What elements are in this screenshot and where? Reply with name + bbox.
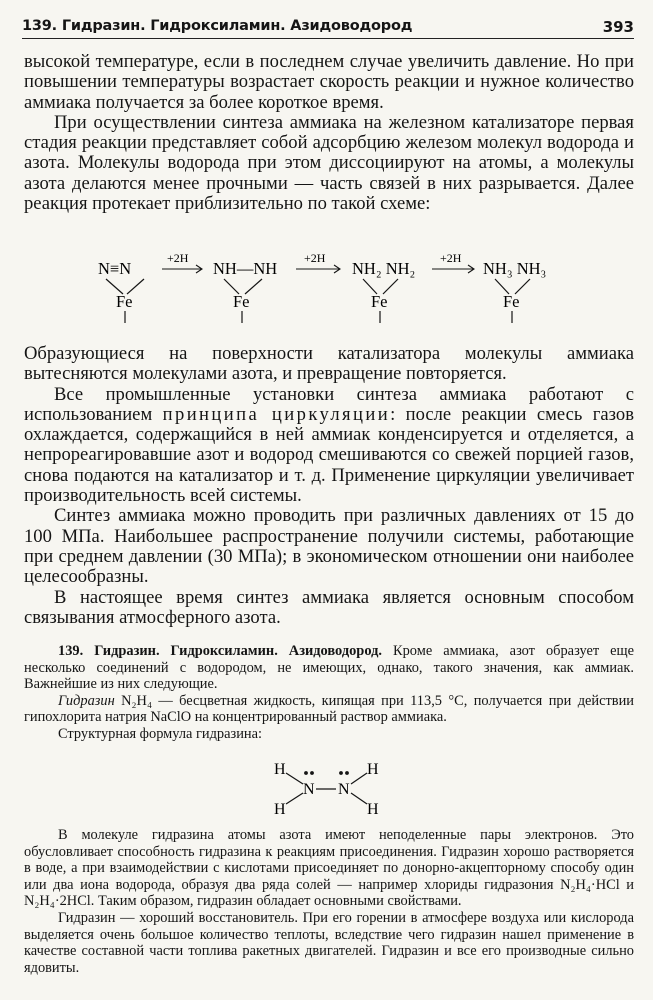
- circulation-term: принципа циркуляции: [162, 403, 391, 425]
- scheme-arrow-2: [296, 252, 340, 273]
- paragraph-reducer: Гидразин — хороший восстановитель. При его горении в атмосфере воздуха или кислорода выделяется очень большое количество теплоты, вследствие чего гидразин нашел применение в качестве составной части топлива ракетных двигателей. Гидразин и все его производные сильно ядовиты.: [24, 909, 634, 976]
- lone-pair-dot: [304, 771, 308, 775]
- atom-h: H: [367, 761, 379, 778]
- page-number: 393: [602, 18, 634, 36]
- section-intro-paragraph: [24, 643, 634, 693]
- bond-n-h: [286, 773, 303, 784]
- section-text-block: [24, 643, 634, 743]
- species-label: NH₃ NH₃: [483, 259, 547, 278]
- paragraph-lone-pairs: В молекуле гидразина атомы азота имеют неподеленные пары электронов. Это обусловливает способность гидразина к реакциям присоединения. Гидразин хорошо растворяется в воде, а при взаимодействии с кислотами присоединяет по донорно-акцепторному способу один или два иона водорода, образуя два ряда солей — например хлориды гидразония N₂H₄·HCl и N₂H₄·2HCl. Таким образом, гидразин обладает основными свойствами.: [24, 827, 634, 910]
- circulation-text-before: Все промышленные установки синтеза аммиака работают с использованием: [24, 383, 634, 425]
- metal-label: Fe: [116, 292, 133, 311]
- metal-label: Fe: [233, 292, 250, 311]
- species-label: NH₂ NH₂: [352, 259, 416, 278]
- metal-label: Fe: [503, 292, 520, 311]
- paragraph-pressure: Синтез аммиака можно проводить при различных давлениях от 15 до 100 МПа. Наибольшее распространение получили системы, работающие при среднем давлении (30 МПа); в экономическом отношении они наиболее целесообразны.: [24, 505, 634, 588]
- lone-pair-dot: [339, 771, 343, 775]
- running-header: [22, 16, 634, 39]
- section-heading: 139. Гидразин. Гидроксиламин. Азидоводород.: [58, 643, 382, 659]
- hydrazine-structural-formula: [266, 758, 386, 822]
- hydrazine-description: — бесцветная жидкость, кипящая при 113,5 °С, получается при действии гипохлорита натрия NaClO на концентрированный раствор аммиака.: [24, 692, 634, 726]
- section-intro: Кроме аммиака, азот образует еще несколько соединений с водородом, не имеющих, однако, такого значения, как аммиак. Важнейшие из них следующие.: [24, 643, 634, 693]
- reaction-scheme: [90, 252, 560, 324]
- bond-n-h: [286, 793, 303, 804]
- hydrazine-formula: N₂H₄: [121, 692, 152, 709]
- paragraph-circulation: [24, 385, 634, 507]
- bond-n-h: [351, 773, 367, 784]
- paragraph-fixation: В настоящее время синтез аммиака является основным способом связывания атмосферного азота.: [24, 586, 634, 628]
- species-label: N≡N: [98, 259, 132, 278]
- paragraph-continuation: высокой температуре, если в последнем случае увеличить давление. Но при повышении температуры возрастает скорость реакции и нужное количество аммиака получается за более короткое время.: [24, 51, 634, 113]
- intro-text-block: [24, 52, 634, 214]
- main-text-block: [24, 344, 634, 628]
- atom-n: N: [338, 781, 350, 798]
- arrow-label: +2H: [167, 252, 189, 265]
- hydrazine-term: Гидразин: [58, 692, 115, 709]
- species-label: NH—NH: [213, 259, 278, 278]
- scheme-species-3: [352, 259, 415, 323]
- lone-pair-dot: [310, 771, 314, 775]
- running-header-title: 139. Гидразин. Гидроксиламин. Азидоводород: [22, 18, 413, 34]
- atom-n: N: [303, 781, 315, 798]
- hydrazine-text-block: [24, 827, 634, 976]
- atom-h: H: [274, 761, 286, 778]
- scheme-species-1: [98, 259, 144, 323]
- structural-caption: Структурная формула гидразина:: [58, 725, 262, 742]
- metal-label: Fe: [371, 292, 388, 311]
- bond-n-h: [351, 793, 367, 804]
- paragraph-ammonia-displacement: Образующиеся на поверхности катализатора молекулы аммиака вытесняются молекулами азота, и превращение повторяется.: [24, 343, 634, 385]
- scheme-arrow-1: [162, 252, 202, 273]
- scheme-species-2: [213, 259, 277, 323]
- scheme-arrow-3: [432, 252, 474, 273]
- circulation-text-after: : после реакции смесь газов охлаждается, содержащийся в ней аммиак конденсируется и отделяется, а непрореагировавшие азот и водород смешиваются со свежей порцией газов, снова подаются на катализатор и т. д. Применение циркуляции увеличивает производительность всей системы.: [24, 403, 634, 507]
- scheme-species-4: [483, 259, 546, 323]
- lone-pair-dot: [345, 771, 349, 775]
- hydrazine-paragraph: [24, 693, 634, 726]
- paragraph-catalyst: При осуществлении синтеза аммиака на железном катализаторе первая стадия реакции представляет собой адсорбцию железом молекул водорода и азота. Молекулы водорода при этом диссоциируют на атомы, а молекулы азота делаются менее прочными — часть связей в них разрывается. Далее реакция протекает приблизительно по такой схеме:: [24, 111, 634, 215]
- arrow-label: +2H: [304, 252, 326, 265]
- atom-h: H: [274, 801, 286, 818]
- atom-h: H: [367, 801, 379, 818]
- arrow-label: +2H: [440, 252, 462, 265]
